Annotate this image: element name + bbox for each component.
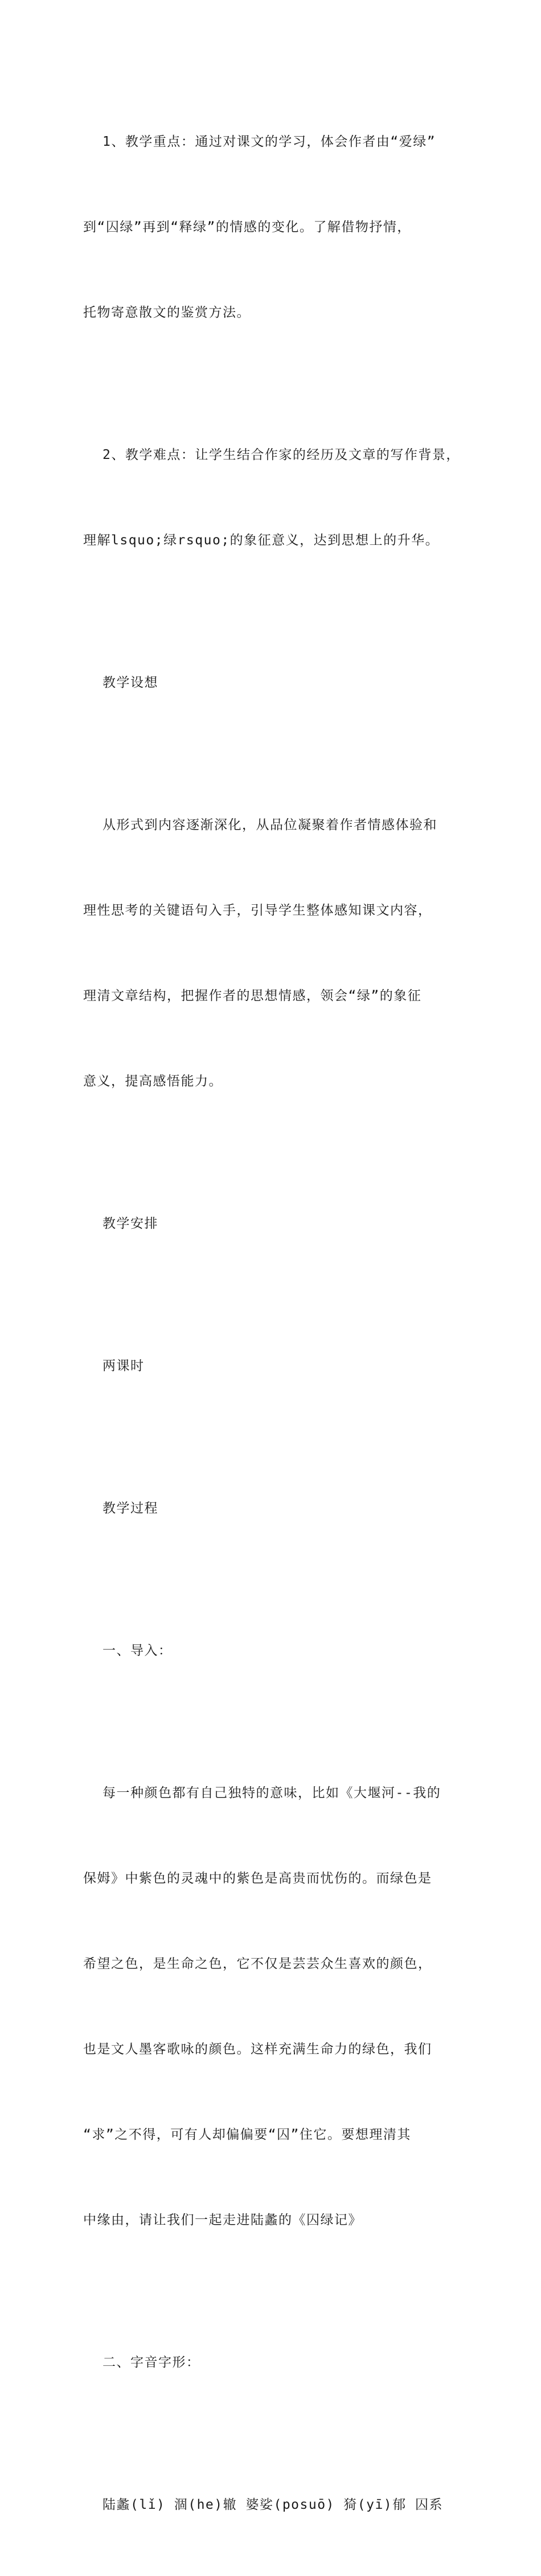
text-line: 教学设想: [103, 675, 158, 690]
text-line: 1、教学重点：通过对课文的学习，体会作者由“爱绿”: [103, 134, 436, 149]
heading-teaching-arrangement: [83, 1152, 470, 1295]
text-line: “求”之不得，可有人却偏偏要“囚”住它。要想理清其: [83, 2127, 411, 2142]
paragraph-pronunciation-body: [83, 2434, 470, 2576]
heading-section-pronunciation: [83, 2291, 470, 2434]
text-line: 托物寄意散文的鉴赏方法。: [83, 305, 251, 320]
text-line: 希望之色，是生命之色，它不仅是芸芸众生喜欢的颜色，: [83, 1956, 432, 1971]
text-line: 意义，提高感悟能力。: [83, 1074, 223, 1089]
paragraph-design-body: [83, 754, 470, 1152]
text-line: 教学过程: [103, 1501, 158, 1516]
text-line: 陆蠡(lǐ) 涸(he)辙 婆娑(posuō) 猗(yī)郁 囚系: [103, 2497, 443, 2512]
heading-teaching-design: [83, 612, 470, 754]
text-line: 理清文章结构，把握作者的思想情感，领会“绿”的象征: [83, 988, 422, 1003]
text-line: 2、教学难点：让学生结合作家的经历及文章的写作背景，: [103, 448, 460, 462]
heading-section-intro: [83, 1580, 470, 1722]
paragraph-intro-body: [83, 1722, 470, 2291]
text-line: 保姆》中紫色的灵魂中的紫色是高贵而忧伤的。而绿色是: [83, 1871, 432, 1886]
paragraph-difficult-point: [83, 384, 470, 612]
text-line: 一、导入：: [103, 1643, 173, 1658]
text-line: 理解lsquo;绿rsquo;的象征意义，达到思想上的升华。: [83, 533, 440, 548]
document-body: [83, 71, 470, 2576]
text-line: 两课时: [103, 1359, 145, 1373]
heading-teaching-process: [83, 1437, 470, 1580]
paragraph-key-point: [83, 71, 470, 384]
text-line: 每一种颜色都有自己独特的意味，比如《大堰河--我的: [103, 1786, 441, 1800]
text-line: 理性思考的关键语句入手，引导学生整体感知课文内容，: [83, 903, 432, 918]
text-line: 二、字音字形：: [103, 2355, 200, 2370]
text-line: 中缘由，请让我们一起走进陆蠡的《囚绿记》: [83, 2213, 362, 2228]
text-line: 到“囚绿”再到“释绿”的情感的变化。了解借物抒情，: [83, 220, 411, 235]
text-line: 从形式到内容逐渐深化，从品位凝聚着作者情感体验和: [103, 818, 437, 832]
paragraph-two-periods: [83, 1295, 470, 1437]
text-line: 教学安排: [103, 1216, 158, 1231]
text-line: 也是文人墨客歌咏的颜色。这样充满生命力的绿色，我们: [83, 2042, 432, 2057]
